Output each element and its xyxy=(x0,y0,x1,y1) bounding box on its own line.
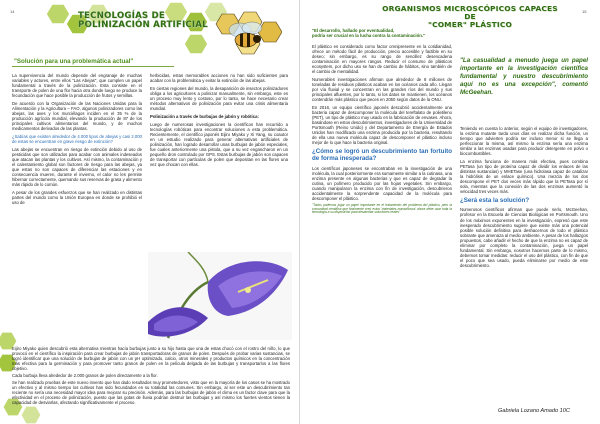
page-number: 14 xyxy=(10,9,15,14)
pull-quote: "La casualidad a menudo juega un papel importante en la investigación científica fundamental y nuestro descubrimiento aquí no es una excepción", comentó McGeehan. xyxy=(460,57,588,96)
paragraph: En ciertas regiones del mundo, la desaparición de insectos polinizadores obliga a los agricultores a polinizar manualmente, sin embargo, este es un proceso muy lento y costoso, por lo tanto, se hace necesario crear métodos alternativos de polinización para evitar una crisis alimentaria mundial. xyxy=(150,85,288,112)
paragraph: De acuerdo con la Organización de las Naciones Unidas para la Alimentación y la Agricultura – FAO, algunos polinizadores como las abejas, las aves y los murciélagos inciden en el 35 % de la producción agrícola mundial, elevando la producción de 87 de los principales cultivos alimentarios del mundo, y de muchos medicamentos derivados de las plantas. xyxy=(12,101,142,132)
paragraph: Los científicos japoneses se encontraban en la investigación de una molécula, la cual posteriormente era sumamente similar a la cutinasa, una enzima presente en algunas bacterias y que es capaz de degradar la cutina, un polímero producido por las hojas vegetales. Sin embargo, cuando manipularon la enzima con fin de investigación, descubrieron accidentalmente la sorprendente capacidad de la molécula para descomponer el plástico. xyxy=(312,165,452,201)
bee-illustration xyxy=(212,8,282,56)
paragraph: Cada burbuja lleva alrededor de 2.000 granos de polen directamente a la flor. xyxy=(12,373,158,379)
lead-line-1: "El desarrollo, hallado por eventualidad, xyxy=(312,28,395,33)
section-heading: ¿Será esta la solución? xyxy=(460,197,530,205)
highlight-question: ¿Sabías que existen alrededor de 4.000 tipos de abejas y casi 2.000 de estas se encuentran en grave riesgo de extinción? xyxy=(12,134,142,145)
title-line-2: POLINIZACIÓN ARTIFICIAL xyxy=(78,20,208,31)
paragraph: La supervivencia del mundo depende del engranaje de muchas variables y actores, entre ellos "Las Abejas", que cumplen un papel fundamental a través de la polinización. Esta consiste en el transporte de polen de una flor hacia otra donde luego se produce la fecundación que hace posible la producción de frutos y semillas. xyxy=(12,73,142,99)
right-column-2 xyxy=(460,126,588,271)
author-signature: Gabriela Lozano Amado 10C xyxy=(498,408,570,414)
paragraph: Numerosos científicos afirman que puede serlo, McGeehan, profesor en la Escuela de Ciencias Biológicas en Portsmouth. Uno de los máximos exponentes en la investigación, expresó que este inesperado descubrimiento sugiere que existe más una potencial posible solución definitiva para deshacernos de todo el plástico sobrante que amenaza al medio ambiente. A pesar de los hallazgos propuestos, cabe añadir el hecho de que la enzima no es capaz de eliminar por completo la contaminación, juega un papel fundamental. Sin embargo, nosotros hacemos parte de lo mismo, debemos tomar medidas: reducir el uso del plástico, con fin de que el poco que sea usado, pueda eliminarse por medio de este descubrimiento. xyxy=(460,207,588,268)
page-title xyxy=(78,12,208,30)
paragraph: herbicidas, estas memorables acciones no han sido suficientes para acabar con la problemática y evitar la extinción de las abejas. xyxy=(150,73,288,84)
title-line-1: TECNOLOGÍAS DE xyxy=(78,11,165,21)
paragraph: Numerables investigaciones afirman que alrededor de 8 millones de toneladas de residuos plásticos acaban en los océanos cada año. Llegan por vía fluvial y se concentran en las grandes ríos del mundo y sus principales afluentes, por lo tanto, si los datos se mantienen, los océanos contendrán más plástico que peces en 2050 según datos de la ONU. xyxy=(312,77,452,103)
subtitle: "Solución para una problemática actual" xyxy=(14,58,134,65)
left-wide-text xyxy=(12,346,290,406)
title-line-1: ORGANISMOS MICROSCÓPICOS CAPACES DE xyxy=(382,4,558,21)
paragraph: Las abejas se encuentran en riesgo de extinción debido al uso de pesticidas que son utilizados para acabar con animales indeseados que atacan las plantas y los cultivos. Así mismo, la contaminación y el calentamiento global son factores de riesgo para las abejas, ya que estas no son capaces de diferenciar las estaciones y en consecuencia mueren, durante el invierno, el calor no les permite hibernar correctamente, quemando sus reservas de grasa y alimento más rápido de lo común. xyxy=(12,147,142,188)
lead-line-2: podría ser crucial en la lucha contra la contaminación." xyxy=(312,33,426,39)
paragraph: Teniendo en cuenta lo anterior, según el equipo de investigadores, la enzima mutante tarda unos días en realizar dicha función, un tiempo que advierten podría ser incluso menor si se llega a perfeccionar la misma, así mismo la enzima sería una enzima similar a las enzimas usadas para producir detergente en polvo o biocombustibles. xyxy=(460,126,588,157)
left-column-2 xyxy=(150,73,288,170)
page-title xyxy=(380,5,560,28)
page-number: 15 xyxy=(582,9,587,14)
paragraph: A pesar de los grandes esfuerzos que se han realizado en distintas partes del mundo como la Unión Europea en donde se prohibió el uso de xyxy=(12,190,142,206)
section-heading: Polinización a través de burbujas de jabón y robótica: xyxy=(150,113,259,119)
paragraph: En 2016, un equipo científico japonés descubrió accidentalmente una bacteria capaz de descomponer la molécula del tereftalato de polietileno (PET), un tipo de plástico muy usado en la fabricación de envases. Ahora, basándose en estos descubrimientos, investigadores de la Universidad de Portsmouth (Reino Unido) y del Departamento de Energía de Estados Unidos han modificado una enzima producida por la bacteria, resultando de ella una nueva molécula capaz de descomponer el plástico incluso mejor de lo que hace la bacteria original. xyxy=(312,105,452,146)
title-line-2: "COMER" PLÁSTICO xyxy=(428,19,512,29)
footnote: "Todos podemos jugar un papel importante en el tratamiento del problema del plástico, pero la comunidad científica que finalmente creó estos 'materiales maravillosos' ahora debe usar toda la tecnología a su disposición para desarrollar soluciones reales" xyxy=(312,202,452,215)
lead-quote xyxy=(312,28,425,38)
left-column-1 xyxy=(12,73,142,208)
flower-image xyxy=(148,252,292,340)
paragraph: Luego de numerosas investigaciones la científicos han recurrido a tecnologías robóticas para encontrar soluciones a esta problemática. Recientemente, el científico japonés Eijiro Miyako y Xi Yang, su coautor en un estudio realizado para generar alternativas artificiales de polinización, han logrado desarrollar unas burbujas de jabón especiales, fue cuales anteriormente una pistola, que a su vez engancharon en un pequeño dron controlado por GPS. Estas burbujas de jabón son capaces de transportar con partículas de polen que depositan en las flores una vez que chocan con ellas. xyxy=(150,121,288,168)
paragraph: Se han realizado pruebas de este nuevo invento que han dado resultados muy prometedores, visto que en la mayoría de los casos se ha mostrado un efectivo y al mismo tiempo los cultivos han sido fecundados en su totalidad las comunes. Sin embargo, al ser este un descubrimiento tan reciente no sería una necesidad mayor idea para mejorar su precisión. Además, para las burbujas de jabón el clima es un factor clave para que la efectividad en el proceso de polinización, puesto que las gotas de lluvia podrían destruir las burbujas y así mismo los fuertes vientos tienen la capacidad de desviarlas, afectando significativamente el proceso. xyxy=(12,380,290,406)
paragraph: La enzima funciona de manera más efectiva, pues combina PETasa (un tipo de proteína capaz de dividir los enlaces de las distintas sustancias) y MHETase (una hidrolasa capaz de catalizar la hidrólisis de un enlace químico). Una mezcla de los dos descompone el PET dos veces más rápido que la PETasa por sí sola, mientras que la conexión de las dos enzimas aumentó la velocidad tres veces más. xyxy=(460,159,588,195)
paragraph: El plástico es considerado como factor omnipresente en la cotidianidad, ofrece un método fácil de producción, precio accesible y factible en su deseo; sin embargo, es su rango de sencillez desencadena contaminación en mayores rangos. Reducir el consumo de plásticos ecosystem, por dicho uso se han de cambio de hábitos, sino también de el cambio de mentalidad. xyxy=(312,44,452,75)
section-heading: ¿Cómo se logró un descubrimiento tan fortuito de forma inesperada? xyxy=(312,148,452,163)
right-column-1 xyxy=(312,44,452,215)
paragraph: Eijiro Miyako quien descubrió esta alternativa mientras hacía burbujas junto a su hijo hasta que una de estas chocó con el rostro del niño, lo que provocó en el científico la inspiración para crear burbujas de jabón transportadoras de granos de polen. Después de probar varias sustancias, se logró identificar que una solución de burbujas de jabón con un pH optimizado, calcio, otros minerales y productos químicos en la concentración más efectiva para la germinación y para promover tanto granos de polen en la película delgada de las burbujas y transportarlos a las flores objetivo. xyxy=(12,346,290,372)
